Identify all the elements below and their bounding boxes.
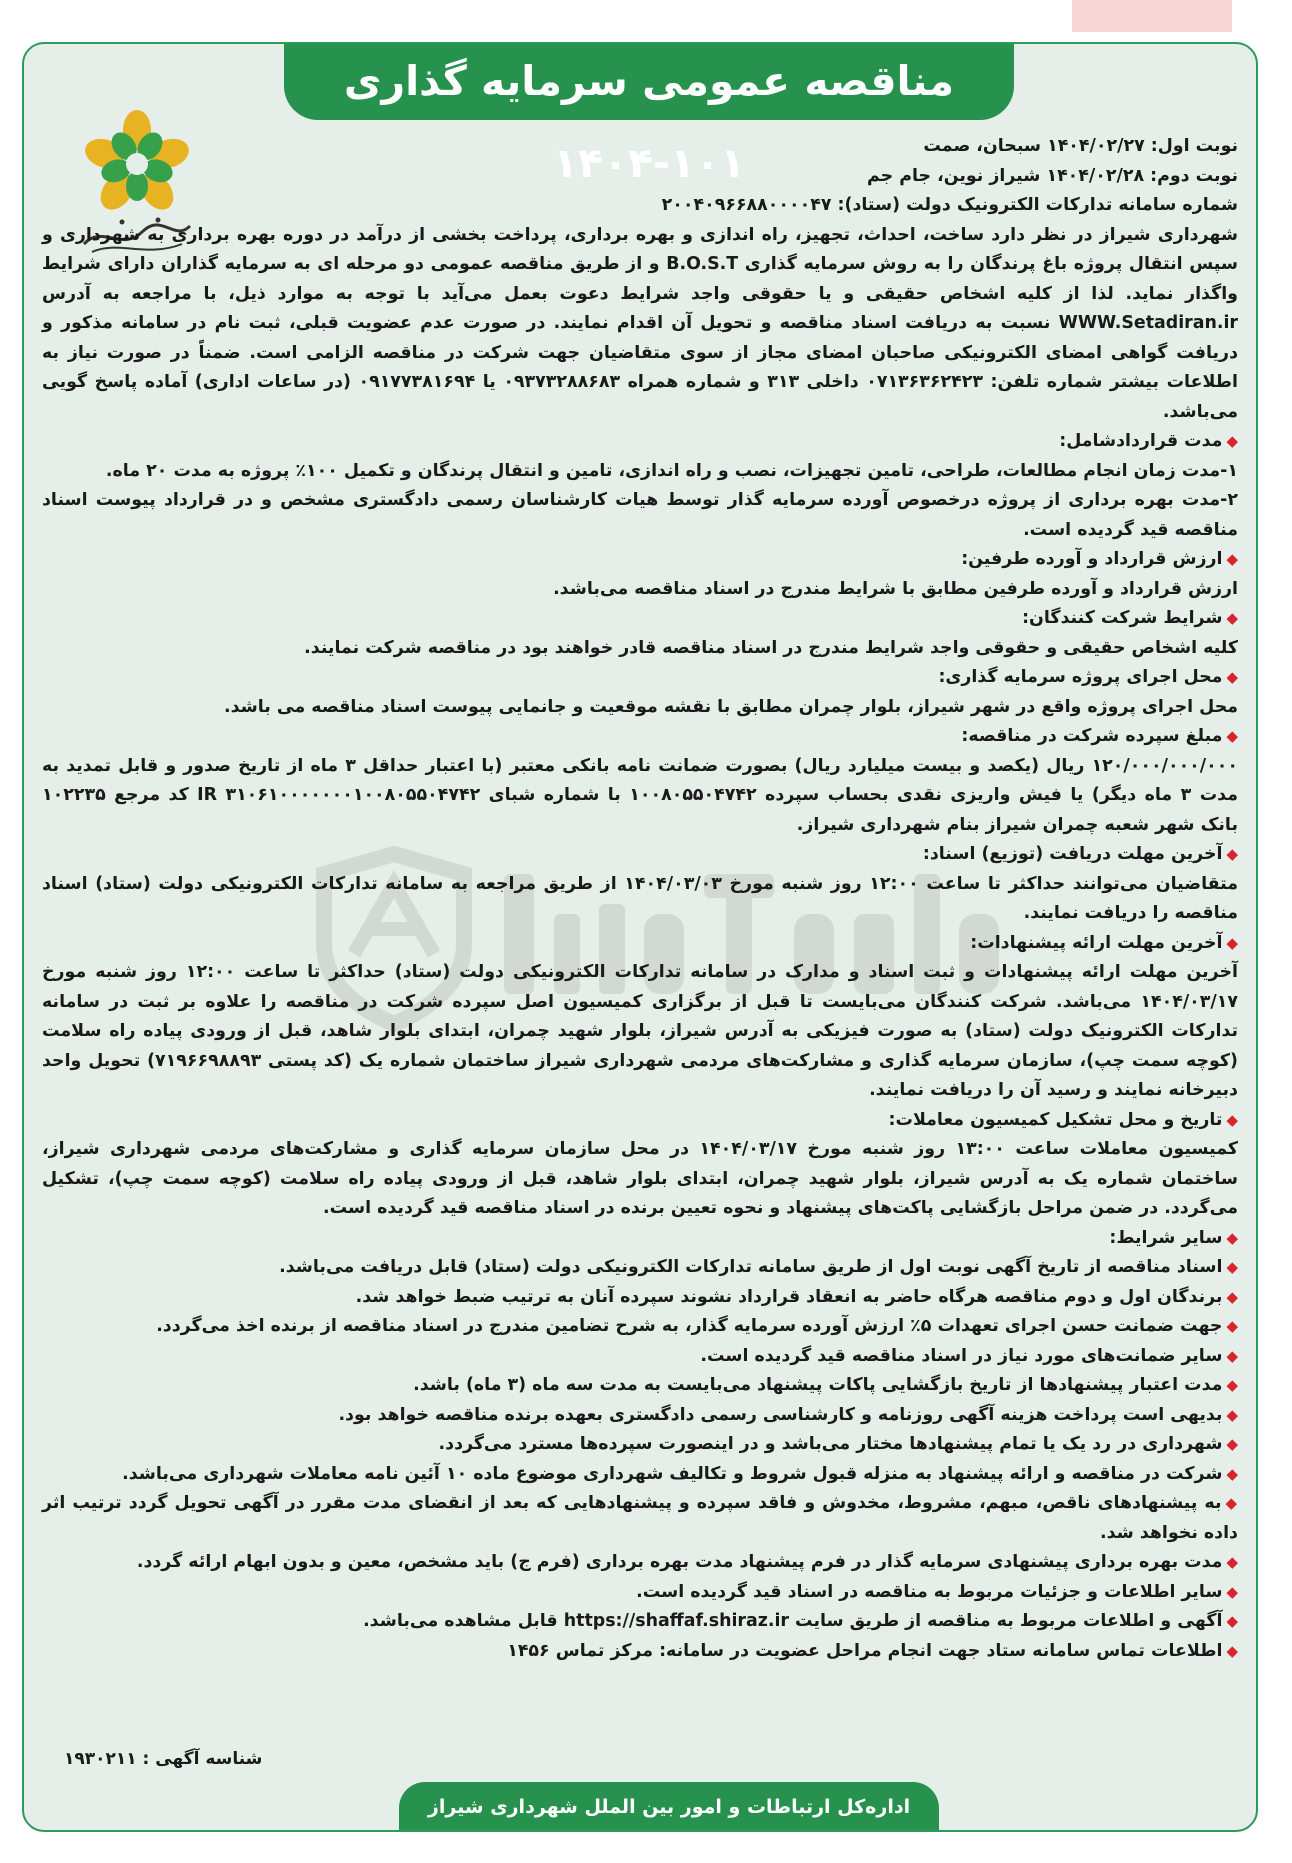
section-heading: ◆آخرین مهلت دریافت (توزیع) اسناد:: [922, 844, 1238, 864]
section-text: آخرین مهلت ارائه پیشنهادات و ثبت اسناد و مدارک در سامانه تدارکات الکترونیکی دولت (ستاد) حداکثر تا ساعت ۱۲:۰۰ روز شنبه مورخ ۱۴۰۴/۰۳/۱۷ می‌باشد. شرکت کنندگان می‌بایست تا قبل از برگزاری کمیسیون اصل سپرده شرکت در مناقصه را علاوه بر ثبت در سامانه تدارکات الکترونیک دولت (ستاد) به صورت فیزیکی به آدرس شیراز، بلوار شهید چمران، ابتدای بلوار شاهد، قبل از ورودی پیاده راه سلامت (کوچه سمت چپ)، سازمان سرمایه گذاری و مشارکت‌های مردمی شهرداری شیراز ساختمان شماره یک (کد پستی ۷۱۹۶۶۹۸۸۹۳) تحویل واحد دبیرخانه نمایند و رسید آن را دریافت نمایند.: [42, 962, 1238, 1100]
diamond-bullet-icon: ◆: [1226, 1287, 1238, 1306]
section-heading: ◆آخرین مهلت ارائه پیشنهادات:: [970, 932, 1238, 953]
list-item: ◆بدیهی است پرداخت هزینه آگهی روزنامه و کارشناسی رسمی دادگستری بعهده برنده مناقصه خواهد بود.: [338, 1404, 1238, 1425]
diamond-bullet-icon: ◆: [1226, 1405, 1238, 1424]
list-item: ◆مدت اعتبار پیشنهادها از تاریخ بازگشایی پاکات پیشنهاد می‌بایست به مدت سه ماه (۳ ماه) باشد.: [413, 1375, 1238, 1395]
section-heading: ◆ارزش قرارداد و آورده طرفین:: [961, 549, 1238, 569]
list-item: ◆برندگان اول و دوم مناقصه هرگاه حاضر به انعقاد قرارداد نشوند سپرده آنان به ترتیب ضبط خواهد شد.: [355, 1286, 1238, 1307]
section-text: متقاضیان می‌توانند حداکثر تا ساعت ۱۲:۰۰ روز شنبه مورخ ۱۴۰۴/۰۳/۰۳ از طریق مراجعه به سامانه تدارکات الکترونیکی دولت (ستاد) اسناد مناقصه را دریافت نمایند.: [42, 873, 1238, 923]
section-heading: ◆تاریخ و محل تشکیل کمیسیون معاملات:: [888, 1109, 1238, 1130]
diamond-bullet-icon: ◆: [1226, 432, 1238, 450]
section-text: ۲-مدت بهره برداری از پروژه درخصوص آورده سرمایه گذار توسط هیات کارشناسان رسمی دادگستری مشخص و در قرارداد پیوست اسناد مناقصه قید گردیده است.: [42, 490, 1238, 540]
list-item: ◆آگهی و اطلاعات مربوط به مناقصه از طریق سایت https://shaffaf.shiraz.ir قابل مشاهده می‌باشد.: [363, 1611, 1238, 1631]
diamond-bullet-icon: ◆: [1226, 1110, 1238, 1129]
footer-banner: اداره‌کل ارتباطات و امور بین الملل شهرداری شیراز: [399, 1782, 939, 1832]
diamond-bullet-icon: ◆: [1226, 845, 1238, 863]
section-text: ارزش قرارداد و آورده طرفین مطابق با شرایط مندرج در اسناد مناقصه می‌باشد.: [553, 578, 1238, 599]
diamond-bullet-icon: ◆: [1226, 609, 1238, 627]
diamond-bullet-icon: ◆: [1226, 1317, 1238, 1335]
notice-panel: [22, 42, 1258, 1832]
ad-id: شناسه آگهی : ۱۹۳۰۲۱۱: [64, 1749, 263, 1769]
list-item: ◆اطلاعات تماس سامانه ستاد جهت انجام مراحل عضویت در سامانه: مرکز تماس ۱۴۵۶: [507, 1640, 1238, 1661]
diamond-bullet-icon: ◆: [1225, 1494, 1238, 1512]
diamond-bullet-icon: ◆: [1226, 1435, 1238, 1453]
setad-number: شماره سامانه تدارکات الکترونیک دولت (ستاد): ۲۰۰۴۰۹۶۶۸۸۰۰۰۰۴۷: [661, 195, 1238, 215]
top-decoration: [1072, 0, 1232, 32]
diamond-bullet-icon: ◆: [1226, 1228, 1238, 1247]
notice-body: [42, 132, 1238, 1666]
list-item: ◆شرکت در مناقصه و ارائه پیشنهاد به منزله قبول شروط و تکالیف شهرداری موضوع ماده ۱۰ آئین نامه معاملات شهرداری می‌باشد.: [122, 1463, 1238, 1484]
section-text: کمیسیون معاملات ساعت ۱۳:۰۰ روز شنبه مورخ ۱۴۰۴/۰۳/۱۷ در محل سازمان سرمایه گذاری و مشارکت‌های مردمی شهرداری شیراز، ساختمان شماره یک به آدرس شیراز، بلوار شهید چمران، ابتدای بلوار شاهد، قبل از ورودی پیاده راه سلامت (کوچه سمت چپ)، تشکیل می‌گردد. در ضمن مراحل بازگشایی پاکت‌های پیشنهاد و نحوه تعیین برنده در اسناد مناقصه قید گردیده است.: [42, 1139, 1238, 1218]
second-publication: نوبت دوم: ۱۴۰۴/۰۲/۲۸ شیراز نوین، جام جم: [867, 165, 1238, 186]
section-heading: ◆مدت قراردادشامل:: [1059, 431, 1238, 451]
list-item: ◆سایر اطلاعات و جزئیات مربوط به مناقصه در اسناد قید گردیده است.: [636, 1581, 1238, 1602]
diamond-bullet-icon: ◆: [1226, 1376, 1238, 1394]
diamond-bullet-icon: ◆: [1226, 933, 1238, 952]
page-title: مناقصه عمومی سرمایه گذاری ۱۰۱-۱۴۰۴: [284, 42, 1014, 120]
diamond-bullet-icon: ◆: [1226, 1553, 1238, 1571]
section-text: محل اجرای پروژه واقع در شهر شیراز، بلوار چمران مطابق با نقشه موقعیت و جانمایی پیوست اسناد مناقصه می باشد.: [224, 696, 1238, 717]
first-publication: نوبت اول: ۱۴۰۴/۰۲/۲۷ سبحان، صمت: [923, 136, 1238, 156]
section-text: ۱-مدت زمان انجام مطالعات، طراحی، تامین تجهیزات، نصب و راه اندازی، تامین و انتقال پرندگان و تکمیل ۱۰۰٪ پروژه به مدت ۲۰ ماه.: [105, 460, 1238, 481]
list-item: ◆مدت بهره برداری پیشنهادی سرمایه گذار در فرم پیشنهاد مدت بهره برداری (فرم ج) باید مشخص، معین و بدون ابهام ارائه گردد.: [136, 1552, 1238, 1572]
diamond-bullet-icon: ◆: [1226, 1641, 1238, 1660]
section-heading: ◆شرایط شرکت کنندگان:: [1022, 608, 1238, 628]
diamond-bullet-icon: ◆: [1226, 1612, 1238, 1630]
diamond-bullet-icon: ◆: [1226, 1346, 1238, 1365]
section-heading: ◆محل اجرای پروژه سرمایه گذاری:: [938, 667, 1238, 687]
list-item: ◆اسناد مناقصه از تاریخ آگهی نوبت اول از طریق سامانه تدارکات الکترونیکی دولت (ستاد) قابل دریافت می‌باشد.: [279, 1257, 1238, 1277]
intro-paragraph: شهرداری شیراز در نظر دارد ساخت، احداث، تجهیز، راه اندازی و بهره برداری، پرداخت بخشی از درآمد در دوره بهره برداری به شهرداری و سپس انتقال پروژه باغ پرندگان را به روش سرمایه گذاری B.O.S.T و از طریق مناقصه عمومی دو مرحله ای به سرمایه گذاران دارای شرایط واگذار نماید. لذا از کلیه اشخاص حقیقی و یا حقوقی واجد شرایط دعوت بعمل می‌آید با توجه به موارد ذیل، با مراجعه به آدرس WWW.Setadiran.ir نسبت به دریافت اسناد مناقصه و تحویل آن اقدام نمایند. در صورت عدم عضویت قبلی، ثبت نام در سامانه مذکور و دریافت گواهی امضای الکترونیکی صاحبان امضای مجاز از سوی متقاضیان جهت شرکت در مناقصه الزامی است. ضمناً در صورت نیاز به اطلاعات بیشتر شماره تلفن: ۰۷۱۳۶۳۶۲۴۲۳ داخلی ۳۱۳ و شماره همراه ۰۹۳۷۳۲۸۸۶۸۳ یا ۰۹۱۷۷۳۸۱۶۹۴ (در ساعات اداری) آماده پاسخ گویی می‌باشد.: [42, 224, 1238, 422]
diamond-bullet-icon: ◆: [1226, 668, 1238, 686]
section-text: کلیه اشخاص حقیقی و حقوقی واجد شرایط مندرج در اسناد مناقصه قادر خواهند بود در مناقصه شرکت نمایند.: [304, 637, 1238, 658]
list-item: ◆جهت ضمانت حسن اجرای تعهدات ۵٪ ارزش آورده سرمایه گذار، به شرح تضامین مندرج در اسناد مناقصه از برنده اخذ می‌گردد.: [156, 1316, 1238, 1336]
diamond-bullet-icon: ◆: [1226, 550, 1238, 568]
other-conditions-heading: ◆سایر شرایط:: [1109, 1227, 1238, 1248]
diamond-bullet-icon: ◆: [1226, 1258, 1238, 1276]
section-text: ۱۲۰/۰۰۰/۰۰۰/۰۰۰ ریال (یکصد و بیست میلیارد ریال) بصورت ضمانت نامه بانکی معتبر (با اعتبار حداقل ۳ ماه از تاریخ صدور و قابل تمدید به مدت ۳ ماه دیگر) یا فیش واریزی نقدی بحساب سپرده ۱۰۰۸۰۵۵۰۴۷۴۲ با شماره شبای IR ۳۱۰۶۱۰۰۰۰۰۰۰۱۰۰۸۰۵۵۰۴۷۴۲ کد مرجع ۱۰۲۲۳۵ بانک شهر شعبه چمران شیراز بنام شهرداری شیراز.: [42, 755, 1238, 835]
section-heading: ◆مبلغ سپرده شرکت در مناقصه:: [961, 726, 1238, 746]
list-item: ◆به پیشنهادهای ناقص، مبهم، مشروط، مخدوش و فاقد سپرده و پیشنهادهایی که بعد از انقضای مدت مقرر در آگهی تحویل گردد ترتیب اثر داده نخواهد شد.: [42, 1493, 1238, 1543]
diamond-bullet-icon: ◆: [1226, 1464, 1238, 1483]
list-item: ◆سایر ضمانت‌های مورد نیاز در اسناد مناقصه قید گردیده است.: [700, 1345, 1238, 1366]
list-item: ◆شهرداری در رد یک یا تمام پیشنهادها مختار می‌باشد و در اینصورت سپرده‌ها مسترد می‌گردد.: [438, 1434, 1238, 1454]
diamond-bullet-icon: ◆: [1226, 727, 1238, 745]
diamond-bullet-icon: ◆: [1226, 1582, 1238, 1601]
